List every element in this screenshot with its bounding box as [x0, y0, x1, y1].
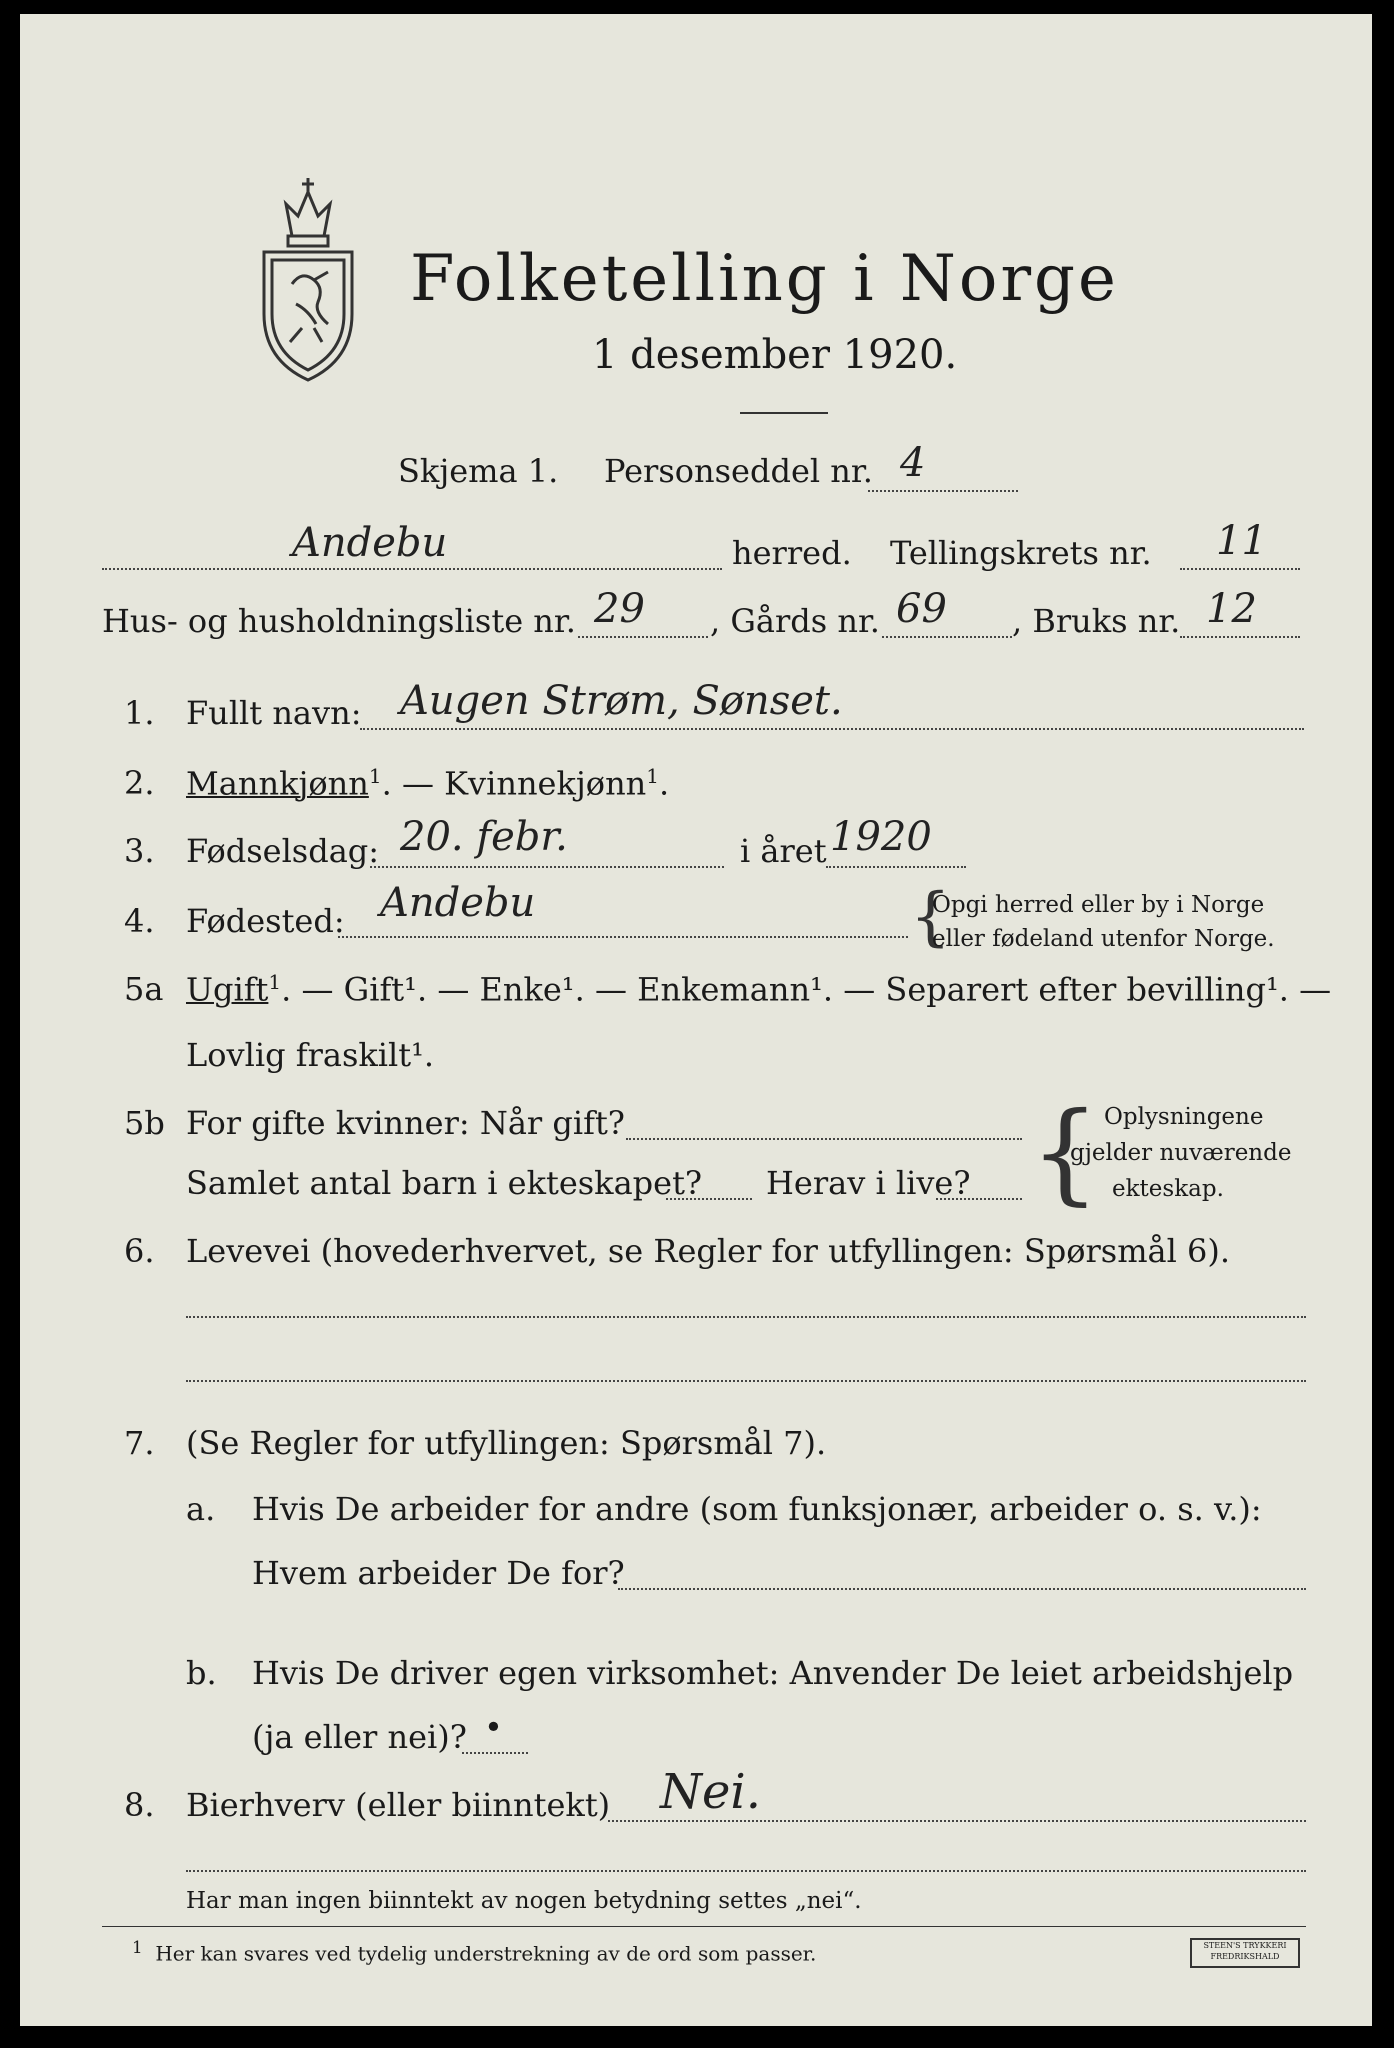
birth-year-value: 1920 [830, 814, 932, 860]
q3-label: Fødselsdag: [186, 832, 380, 870]
q5b-when-married: For gifte kvinner: Når gift? [186, 1104, 625, 1142]
coat-of-arms-icon [256, 174, 360, 384]
q7-label: (Se Regler for utfyllingen: Spørsmål 7). [186, 1424, 827, 1462]
schema-label: Skjema 1. [398, 452, 559, 490]
bruks-value: 12 [1206, 586, 1257, 632]
q7b-number: b. [186, 1654, 217, 1692]
q7a-label: Hvis De arbeider for andre (som funksjonær, arbeider o. s. v.): [252, 1490, 1262, 1528]
personseddel-label: Personseddel nr. [604, 452, 873, 490]
birthplace-note-2: eller fødeland utenfor Norge. [932, 926, 1275, 952]
birthdate-value: 20. febr. [400, 814, 568, 860]
q8-number: 8. [124, 1786, 155, 1824]
tellingskrets-label: Tellingskrets nr. [890, 534, 1152, 572]
full-name-value: Augen Strøm, Sønset. [400, 678, 843, 724]
secondary-income-value: Nei. [660, 1764, 762, 1820]
page-title: Folketelling i Norge [410, 242, 1119, 316]
census-form: Folketelling i Norge 1 desember 1920. Skjema 1. Personseddel nr. 4 Andebu herred. Tellingskrets nr. 11 Hus- og husholdningsliste nr. 29 , Gårds nr. 69 , Bruks nr. 12 1. Fullt navn: Augen Strøm, Sønset. 2. Mannkjønn$^1$. — Kvinnekjønn$^1$. 3. Fødselsdag: 20. febr. i året 1920 4. Fødested: Andebu { Opgi herred eller by i Norge eller fødeland utenfor Norge. 5a Ugift$^1$. — Gift¹. — Enke¹. — Enkemann¹. — Separert efter bevilling¹. — Lovlig fraskilt¹. 5b For gifte kvinner: Når gift? Samlet antal barn i ekteskapet? Herav i live? { Oplysningene gjelder nuværende ekteskap. 6. Levevei (hovederhvervet, se Regler for utfyllingen: Spørsmål 6). 7. (Se Regler for utfyllingen: Spørsmål 7). a. Hvis De arbeider for andre (som funksjonær, arbeider o. s. v.): Hvem arbeider De for? b. Hvis De driver egen virksomhet: Anvender De leiet arbeidshjelp (ja eller nei)? • 8. Bierhverv (eller biinntekt) Nei. Har man ingen biinntekt av nogen betydning settes „nei“. $^1$ Her kan svares ved tydelig understrekning av de ord som passer. STEEN'S TRYKKERI FREDRIKSHALD [20, 14, 1372, 2026]
herred-label: herred. [732, 534, 852, 572]
q2-sex: Mannkjønn$^1$. — Kvinnekjønn$^1$. [186, 764, 670, 803]
unmarried-option: Ugift [186, 970, 269, 1009]
q1-label: Fullt navn: [186, 694, 362, 732]
q7b-label: Hvis De driver egen virksomhet: Anvender De leiet arbeidshjelp [252, 1654, 1294, 1692]
q5a-divorced: Lovlig fraskilt¹. [186, 1036, 435, 1074]
female-option: Kvinnekjønn [444, 764, 647, 803]
tellingskrets-value: 11 [1216, 518, 1267, 564]
q7a-employer-label: Hvem arbeider De for? [252, 1554, 625, 1592]
male-option: Mannkjønn [186, 764, 369, 803]
q5a-number: 5a [124, 970, 164, 1008]
bruks-label: , Bruks nr. [1012, 602, 1181, 640]
q6-number: 6. [124, 1232, 155, 1270]
q5b-alive-label: Herav i live? [766, 1164, 971, 1202]
income-note: Har man ingen biinntekt av nogen betydning settes „nei“. [186, 1888, 862, 1914]
q4-label: Fødested: [186, 902, 345, 940]
q5b-note-1: Oplysningene [1104, 1104, 1264, 1130]
birthplace-value: Andebu [380, 880, 536, 926]
printer-mark: STEEN'S TRYKKERI FREDRIKSHALD [1190, 1938, 1300, 1968]
q1-number: 1. [124, 694, 155, 732]
q5b-children-label: Samlet antal barn i ekteskapet? [186, 1164, 703, 1202]
q2-number: 2. [124, 764, 155, 802]
birthplace-note-1: Opgi herred eller by i Norge [932, 892, 1265, 918]
q7b-value: • [484, 1708, 503, 1746]
census-date: 1 desember 1920. [592, 332, 958, 378]
q5b-note-2: gjelder nuværende [1070, 1140, 1292, 1166]
q7a-number: a. [186, 1490, 216, 1528]
household-list-label: Hus- og husholdningsliste nr. [102, 602, 576, 640]
gards-label: , Gårds nr. [710, 602, 880, 640]
q6-label: Levevei (hovederhvervet, se Regler for utfyllingen: Spørsmål 6). [186, 1232, 1231, 1270]
year-label: i året [740, 832, 827, 870]
q4-number: 4. [124, 902, 155, 940]
q5b-number: 5b [124, 1104, 165, 1142]
q3-number: 3. [124, 832, 155, 870]
herred-value: Andebu [292, 520, 448, 566]
gards-value: 69 [896, 586, 947, 632]
household-list-value: 29 [594, 586, 645, 632]
q5a-options: Ugift$^1$. — Gift¹. — Enke¹. — Enkemann¹. — Separert efter bevilling¹. — [186, 970, 1332, 1009]
q7-number: 7. [124, 1424, 155, 1462]
q5b-note-3: ekteskap. [1112, 1176, 1224, 1202]
footnote: $^1$ Her kan svares ved tydelig understrekning av de ord som passer. [132, 1938, 817, 1966]
q7b-yes-no-label: (ja eller nei)? [252, 1718, 467, 1756]
q8-label: Bierhverv (eller biinntekt) [186, 1786, 611, 1824]
personseddel-value: 4 [900, 440, 926, 486]
title-divider [740, 412, 828, 414]
